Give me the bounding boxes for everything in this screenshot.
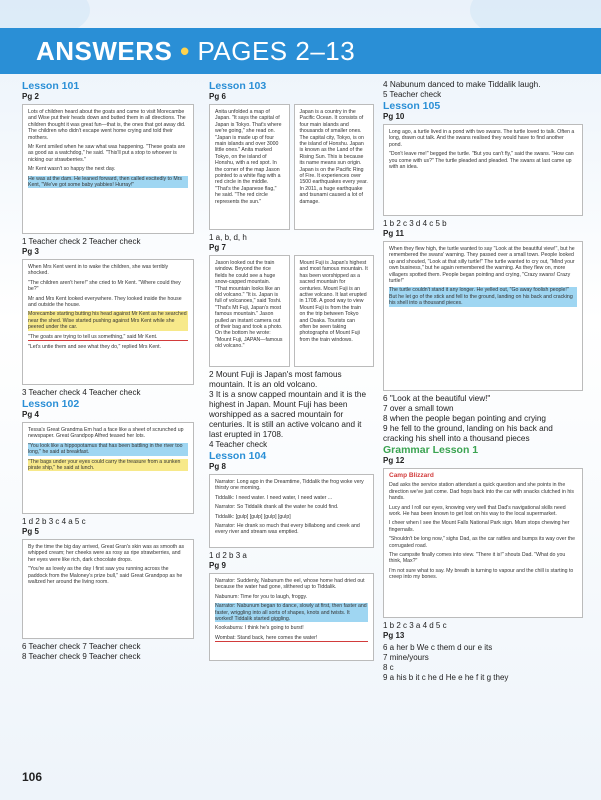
answer-line: 2 Mount Fuji is Japan's most famous mountain. It is an old volcano.	[209, 370, 342, 389]
column-3	[383, 80, 583, 683]
passage-text: Jason looked out the train window. Beyond the rice fields he could see a huge snow-capped mountain. "That mountain looks like an old volcano." "It is. Japan is full of volcanoes," said Toshi. "That's Mt Fuji, Japan's most famous mountain." Jason pulled an instant camera out of their bag and took a photo. On the bottom he wrote: "Mount Fuji, JAPAN—famous old volcano."	[215, 260, 283, 350]
text-box	[294, 104, 375, 230]
passage-text: I cheer when I see the Mount Falls National Park sign. Mum stops chewing her fingernails.	[389, 520, 570, 533]
passage-text: Long ago, a turtle lived in a pond with two swans. The turtle loved to talk. Often a long, drawn out talk. And the swans realised they would have to find another pond.	[389, 129, 575, 148]
passage-text: Dad asks the service station attendant a quick question and she points in the direction we've just come. Dad hops back into the car with snacks clutched in his hands.	[389, 482, 574, 502]
text-box	[22, 422, 194, 514]
page-label: Pg 9	[209, 561, 226, 570]
page-label: Pg 5	[22, 527, 39, 536]
header-banner	[0, 28, 601, 74]
answer-line: 8 Teacher check 9 Teacher check	[22, 652, 141, 661]
passage-text: Kookaburra: I think he's going to burst!	[215, 625, 304, 632]
text-box	[209, 255, 290, 367]
passage-text: "Don't leave me!" begged the turtle. "But you can't fly," said the swans. "How can you come with us?" The turtle pleaded and pleaded. The swans at last came up with an idea.	[389, 151, 574, 171]
page-label: Pg 8	[209, 462, 226, 471]
passage-text: Mr and Mrs Kent looked everywhere. They looked inside the house and outside the house.	[28, 295, 182, 309]
passage-text: Japan is a country in the Pacific Ocean. It consists of four main islands and thousands of smaller ones. The capital city, Tokyo, is on the island of Honshu. Japan is known as the Land of the Rising Sun. This is because its name means sun origin. Japan is on the Pacific Ring of Fire. It experiences over 1500 earthquakes every year. In 2011, a huge earthquake and tsunami caused a lot of damage.	[299, 109, 368, 205]
passage-text: "You look like a hippopotamus that has been battling in the river too long," he said at breakfast.	[28, 443, 188, 456]
passage-text: Tessa's Great Grandma Em had a face like a sheet of scrunched up newspaper. Great Grandpop Alfred teased her lots.	[28, 427, 184, 440]
page-title	[36, 36, 355, 67]
page-label: Pg 6	[209, 92, 226, 101]
page-label: Pg 3	[22, 247, 39, 256]
passage-text: I'm not sure what to say. My breath is turning to vapour and the chill is starting to creep into my bones.	[389, 567, 574, 581]
answer-line: 1 Teacher check 2 Teacher check	[22, 237, 141, 246]
answer-line: 6 Teacher check 7 Teacher check	[22, 642, 141, 651]
passage-text: The campsite finally comes into view. "There it is!" shouts Dad. "What do you think, Max?"	[389, 552, 566, 565]
passage-text: When Mrs Kent went in to wake the children, she was terribly shocked.	[28, 264, 169, 277]
story-title: Camp Blizzard	[389, 472, 434, 479]
passage-text: Mr Kent smiled when he saw what was happening. "These goats are as good as a watchdog," he said. "This'll put a stop to whoever is nicking our strawberries."	[28, 144, 186, 163]
lesson-heading: Lesson 101	[22, 80, 80, 92]
answer-line: 1 b 2 c 3 a 4 d 5 c	[383, 621, 447, 630]
lesson-heading: Lesson 105	[383, 100, 441, 112]
answer-line: 3 It is a snow capped mountain and it is the highest in Japan. Mount Fuji has been worshipped as a sacred mountain for centuries. It is still an active volcano and it last erupted in 1708.	[209, 390, 367, 439]
answer-line: 9 he fell to the ground, landing on his back and cracking his shell into a thousand pieces	[383, 424, 553, 443]
text-box	[383, 241, 583, 391]
answer-line: 6 "Look at the beautiful view!"	[383, 394, 491, 403]
passage-text: He was at the dam. He leaned forward, then called excitedly to Mrs Kent, "We've got some baby yabbies! Hurray!"	[28, 176, 188, 189]
page-label: Pg 10	[383, 112, 405, 121]
page-label: Pg 12	[383, 456, 405, 465]
passage-text: Narrator: He drank so much that every billabong and creek and every river and stream was emptied.	[215, 523, 360, 536]
answer-line: 6 a her b We c them d our e its	[383, 643, 493, 652]
text-box	[209, 573, 374, 661]
title-dot: •	[180, 36, 190, 66]
title-answers: ANSWERS	[36, 36, 173, 66]
passage-text: Morecambe starting butting his head against Mr Kent as he searched near the shed. Wise started pushing against Mrs Kent while she peered under the car.	[28, 311, 187, 331]
text-box	[22, 104, 194, 234]
passage-text: Lucy and I roll our eyes, knowing very well that Dad's navigational skills need work. He has been known to get lost on his way to the local supermarket.	[389, 504, 566, 518]
answer-line: 4 Nabunum danced to make Tiddalik laugh.	[383, 80, 541, 89]
passage-text: Mr Kent wasn't so happy the next day.	[28, 166, 116, 173]
column-2	[209, 80, 374, 664]
text-box	[209, 104, 290, 230]
answer-line: 8 when the people began pointing and crying	[383, 414, 546, 423]
answer-line: 1 b 2 c 3 d 4 c 5 b	[383, 219, 447, 228]
column-1	[22, 80, 194, 662]
lesson-heading: Grammar Lesson 1	[383, 444, 479, 456]
passage-text: Wombat: Stand back, here comes the water!	[215, 635, 368, 642]
lesson-heading: Lesson 104	[209, 450, 267, 462]
passage-text: The turtle couldn't stand it any longer. He yelled out, "Go away foolish people!" But he let go of the stick and fell to the ground, landing on his back and cracking his shell into a thousand pieces.	[389, 287, 577, 306]
answer-line: 8 c	[383, 663, 394, 672]
passage-text: Nabunum: Time for you to laugh, froggy.	[215, 593, 308, 600]
passage-text: "Let's untie them and see what they do," replied Mrs Kent.	[28, 344, 161, 351]
text-box	[22, 259, 194, 385]
answer-line: 4 Teacher check	[209, 440, 268, 449]
answer-line: 1 d 2 b 3 a	[209, 551, 247, 560]
text-box	[209, 474, 374, 548]
passage-text: Narrator: Nabunum began to dance, slowly at first, then faster and faster, wriggling into all sorts of shapes, knots and twists. It worked! Tiddalik started giggling.	[215, 603, 367, 623]
passage-text: "The children aren't here!" she cried to Mr Kent. "Where could they be?"	[28, 279, 181, 293]
answer-line: 5 Teacher check	[383, 90, 442, 99]
answer-line: 7 mine/yours	[383, 653, 429, 662]
passage-text: Tiddalik: [gulp] [gulp] [gulp] [gulp]	[215, 513, 291, 520]
page-label: Pg 7	[209, 243, 226, 252]
passage-text: "The goats are trying to tell us something," said Mr Kent.	[28, 334, 188, 341]
passage-text: "Shouldn't be long now," sighs Dad, as the car rattles and bumps its way over the corrugated road.	[389, 536, 576, 549]
answer-line: 3 Teacher check 4 Teacher check	[22, 388, 141, 397]
lesson-heading: Lesson 103	[209, 80, 267, 92]
passage-text: Narrator: Suddenly, Nabunum the eel, whose home had dried out because the water had gone, slithered up to Tiddalik.	[215, 578, 365, 591]
passage-text: Narrator: Long ago in the Dreamtime, Tiddalik the frog woke very thirsty one morning.	[215, 479, 364, 492]
passage-text: By the time the big day arrived, Great Gran's skin was as smooth as whipped cream; her cheeks were as rosy as ripe strawberries, and her eyes were like rich, dark chocolate drops.	[28, 544, 185, 563]
page-number: 106	[22, 770, 43, 784]
lesson-heading: Lesson 102	[22, 398, 80, 410]
passage-text: Anita unfolded a map of Japan. "It says the capital of Japan is Tokyo. That's where we're going," she read on. "Japan is made up of four main islands and over 3000 little ones." Anita marked Tokyo, on the island of Honshu, with a red spot. In the corner of the map Jason pointed to a white flag with a red circle in the middle. "That's the Japanese flag," he said. "The red circle represents the sun."	[215, 109, 282, 205]
passage-text: Tiddalik: I need water. I need water, I need water ...	[215, 494, 333, 501]
page-label: Pg 4	[22, 410, 39, 419]
passage-text: Lots of children heard about the goats and came to visit Morecambe and Wise put their heads down and butted them in all directions. The children thought it was great fun—that is, the ones that got away did. The children who didn't escape went home crying and told their mothers.	[28, 109, 186, 141]
passage-text: "You're as lovely as the day I first saw you running across the paddock from the Maloney's prize bull," said Great Grandpop as he waltzed her around the living room.	[28, 566, 183, 586]
text-box-pair	[209, 104, 374, 233]
passage-text: Narrator: So Tiddalik drank all the water he could find.	[215, 504, 339, 511]
page-label: Pg 11	[383, 229, 404, 238]
text-box-pair	[209, 255, 374, 370]
answer-line: 1 a, b, d, h	[209, 233, 247, 242]
passage-text: "The bags under your eyes could carry the treasure from a sunken pirate ship," he said at lunch.	[28, 459, 188, 472]
title-pages: PAGES 2–13	[197, 36, 356, 66]
page-label: Pg 13	[383, 631, 405, 640]
passage-text: Mount Fuji is Japan's highest and most famous mountain. It has been worshipped as a sacred mountain for centuries. Mount Fuji is an active volcano. It last erupted in 1708. A good way to view Mount Fuji is from the train on the trip between Tokyo and Osaka. Tourists can often be seen taking photographs of Mount Fuji from the train windows.	[299, 260, 368, 343]
answer-line: 1 d 2 b 3 c 4 a 5 c	[22, 517, 86, 526]
text-box	[294, 255, 375, 367]
answer-line: 9 a his b it c he d He e he f it g they	[383, 673, 509, 682]
page-label: Pg 2	[22, 92, 39, 101]
answer-line: 7 over a small town	[383, 404, 454, 413]
text-box	[383, 468, 583, 618]
passage-text: When they flew high, the turtle wanted to say "Look at the beautiful view!", but he remembered the swans' warning. They passed over a small town. People looked up and shouted, "Look at that silly turtle!" The turtle wanted to cry out, "Mind your own business," but he again remembered the warning. As they flew on, more villagers spotted them. People began pointing and crying, "Crazy swans! Crazy turtle!"	[389, 246, 575, 285]
text-box	[383, 124, 583, 216]
text-box	[22, 539, 194, 639]
